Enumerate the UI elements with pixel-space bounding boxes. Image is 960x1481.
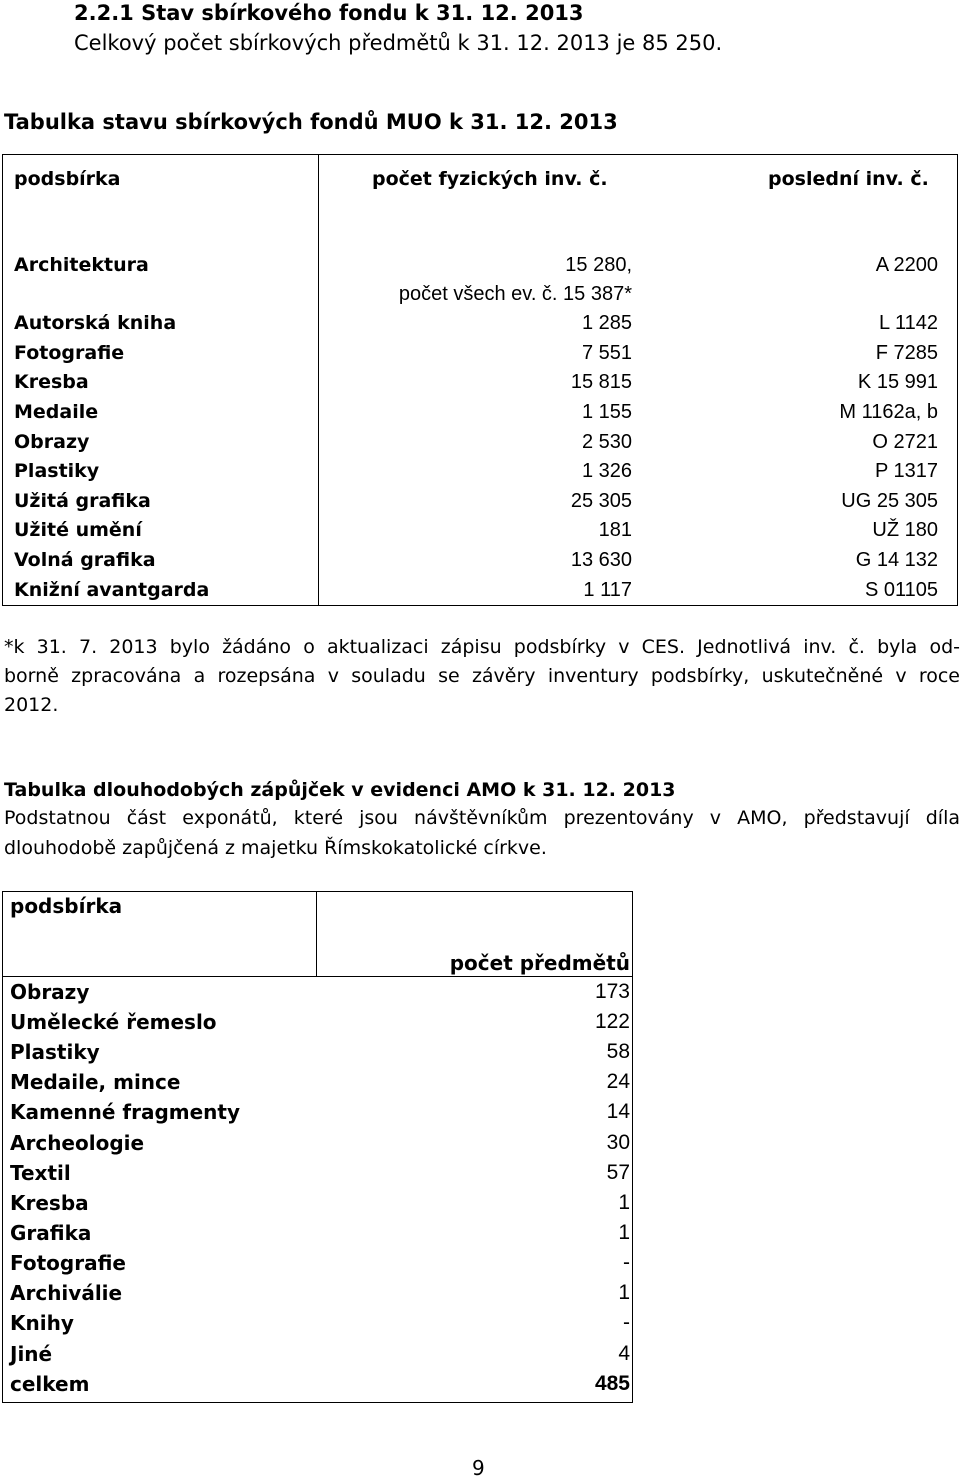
row-name: Autorská kniha <box>14 312 177 334</box>
table1-border-top <box>2 154 958 155</box>
loans-paragraph-line: Podstatnou část exponátů, které jsou návštěvníkům prezentovány v AMO, představují díla <box>4 807 960 829</box>
footnote-line: borně zpracována a rozepsána v souladu se závěry inventury podsbírky, uskutečněné v roce <box>4 665 960 687</box>
row-value: 1 <box>618 1221 630 1244</box>
row-name: Fotografie <box>10 1251 126 1275</box>
row-last-inv: P 1317 <box>874 460 938 482</box>
row-name: Kamenné fragmenty <box>10 1100 241 1124</box>
collection-status-table <box>2 154 958 606</box>
total-row-value: 485 <box>594 1372 630 1395</box>
total-row-name: celkem <box>10 1372 90 1396</box>
row-name: Plastiky <box>14 460 100 482</box>
row-last-inv: L 1142 <box>879 312 938 334</box>
row-count: 1 155 <box>581 401 632 423</box>
row-count: 1 326 <box>581 460 632 482</box>
row-count-note: počet všech ev. č. 15 387* <box>398 283 632 305</box>
row-value: 4 <box>618 1342 630 1365</box>
row-value: 30 <box>606 1131 630 1154</box>
row-count: 15 280, <box>565 254 632 276</box>
table1-border-left <box>2 154 3 606</box>
row-value: 1 <box>618 1281 630 1304</box>
row-value: - <box>623 1251 630 1274</box>
row-count: 13 630 <box>570 549 632 571</box>
row-count: 2 530 <box>581 431 632 453</box>
table1-border-right <box>957 154 958 606</box>
row-name: Užité umění <box>14 519 142 541</box>
row-count: 1 117 <box>583 579 632 601</box>
row-count: 181 <box>598 519 632 541</box>
row-name: Fotografie <box>14 342 125 364</box>
row-value: 1 <box>618 1191 630 1214</box>
loans-table <box>2 891 633 1403</box>
header-subcollection: podsbírka <box>10 894 123 918</box>
header-subcollection: podsbírka <box>14 168 121 190</box>
row-name: Architektura <box>14 254 149 276</box>
row-name: Textil <box>10 1161 71 1185</box>
table2-border-bottom <box>2 1402 633 1403</box>
table1-title: Tabulka stavu sbírkových fondů MUO k 31. 12. 2013 <box>4 110 618 134</box>
section-title: 2.2.1 Stav sbírkového fondu k 31. 12. 2013 <box>74 1 584 25</box>
row-name: Archiválie <box>10 1281 123 1305</box>
loans-table-title: Tabulka dlouhodobých zápůjček v evidenci AMO k 31. 12. 2013 <box>4 779 676 801</box>
row-last-inv: S 01105 <box>864 579 938 601</box>
row-count: 7 551 <box>581 342 632 364</box>
row-last-inv: UG 25 305 <box>841 490 938 512</box>
row-last-inv: G 14 132 <box>855 549 938 571</box>
row-name: Archeologie <box>10 1131 145 1155</box>
row-name: Obrazy <box>14 431 90 453</box>
row-last-inv: O 2721 <box>872 431 938 453</box>
row-name: Medaile <box>14 401 99 423</box>
row-name: Obrazy <box>10 980 90 1004</box>
row-count: 1 285 <box>581 312 632 334</box>
table1-divider <box>318 154 319 606</box>
row-value: 24 <box>606 1070 630 1093</box>
row-name: Medaile, mince <box>10 1070 181 1094</box>
row-last-inv: A 2200 <box>875 254 938 276</box>
table2-border-left <box>2 891 3 1403</box>
row-last-inv: F 7285 <box>875 342 938 364</box>
total-count-line: Celkový počet sbírkových předmětů k 31. 12. 2013 je 85 250. <box>74 31 723 55</box>
table2-border-right <box>632 891 633 1403</box>
row-value: - <box>623 1311 630 1334</box>
row-last-inv: K 15 991 <box>857 371 938 393</box>
row-name: Kresba <box>10 1191 89 1215</box>
header-physical-count: počet fyzických inv. č. <box>372 168 608 190</box>
header-last-inv: poslední inv. č. <box>768 168 929 190</box>
footnote-line: 2012. <box>4 694 59 716</box>
footnote-line: *k 31. 7. 2013 bylo žádáno o aktualizaci zápisu podsbírky v CES. Jednotlivá inv. č. byla od- <box>4 636 960 658</box>
table1-border-bottom <box>2 605 958 606</box>
row-value: 173 <box>594 980 630 1003</box>
header-item-count: počet předmětů <box>449 951 630 975</box>
row-name: Knihy <box>10 1311 74 1335</box>
row-name: Knižní avantgarda <box>14 579 210 601</box>
row-last-inv: M 1162a, b <box>839 401 938 423</box>
table2-border-top <box>2 891 633 892</box>
table2-header-separator <box>2 976 633 977</box>
row-name: Kresba <box>14 371 89 393</box>
row-name: Jiné <box>10 1342 53 1366</box>
row-count: 15 815 <box>570 371 632 393</box>
row-name: Grafika <box>10 1221 92 1245</box>
row-name: Plastiky <box>10 1040 100 1064</box>
loans-paragraph-line: dlouhodobě zapůjčená z majetku Římskokatolické církve. <box>4 837 547 859</box>
page-number: 9 <box>472 1456 485 1480</box>
row-last-inv: UŽ 180 <box>872 519 938 541</box>
row-value: 58 <box>606 1040 630 1063</box>
row-name: Umělecké řemeslo <box>10 1010 217 1034</box>
row-name: Užitá grafika <box>14 490 151 512</box>
table2-header-divider <box>316 891 317 976</box>
row-value: 57 <box>606 1161 630 1184</box>
row-value: 122 <box>594 1010 630 1033</box>
row-count: 25 305 <box>570 490 632 512</box>
row-name: Volná grafika <box>14 549 156 571</box>
row-value: 14 <box>606 1100 630 1123</box>
